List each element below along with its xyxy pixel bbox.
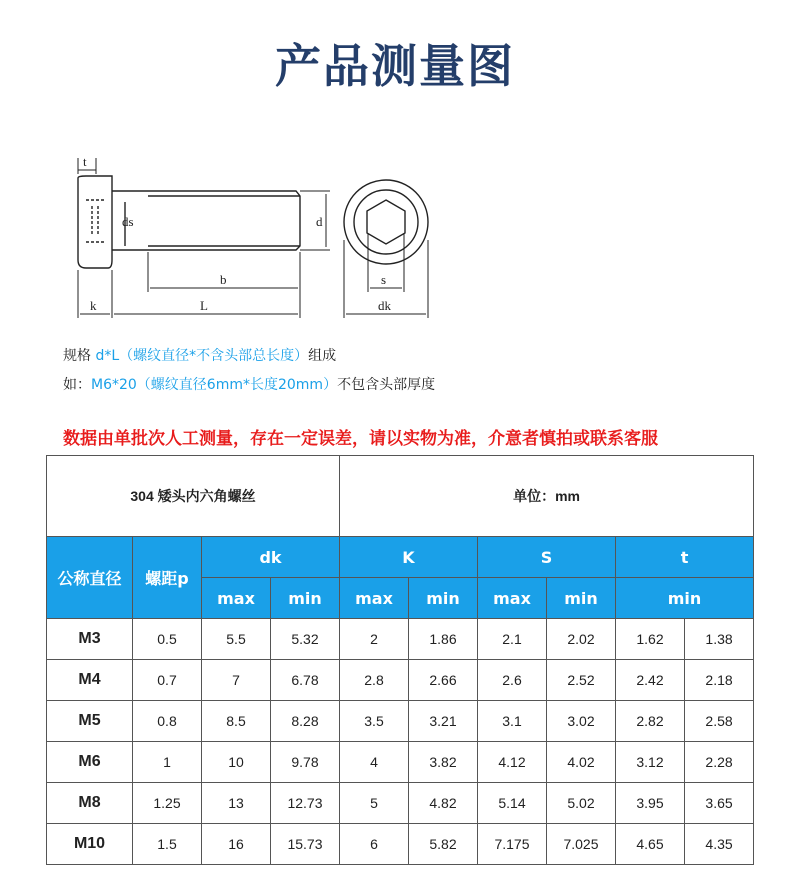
table-row <box>47 701 754 742</box>
table-cell: 8.28 <box>271 701 340 742</box>
screw-shank <box>112 191 300 250</box>
table-cell: 4 <box>340 742 409 783</box>
table-cell: 16 <box>202 824 271 865</box>
table-cell: 2.52 <box>547 660 616 701</box>
table-cell: 2.66 <box>409 660 478 701</box>
row-size: M6 <box>47 742 133 783</box>
s-max: max <box>478 578 547 619</box>
table-cell: 3.5 <box>340 701 409 742</box>
table-cell: 6.78 <box>271 660 340 701</box>
row-size: M10 <box>47 824 133 865</box>
screw-end-view <box>344 180 428 264</box>
table-cell: 12.73 <box>271 783 340 824</box>
table-cell: 2.02 <box>547 619 616 660</box>
group-t: t <box>616 537 754 578</box>
group-dk: dk <box>202 537 340 578</box>
table-cell: 2.82 <box>616 701 685 742</box>
table-cell: 2.18 <box>685 660 754 701</box>
table-cell: 3.95 <box>616 783 685 824</box>
table-row <box>47 619 754 660</box>
table-cell: 2.8 <box>340 660 409 701</box>
col-nominal-diameter: 公称直径 <box>47 537 133 619</box>
table-cell: 3.82 <box>409 742 478 783</box>
table-cell: 2.58 <box>685 701 754 742</box>
table-cell: 5.82 <box>409 824 478 865</box>
row-size: M5 <box>47 701 133 742</box>
table-cell: 10 <box>202 742 271 783</box>
table-cell: 4.12 <box>478 742 547 783</box>
table-body <box>47 619 754 865</box>
table-cell: 5 <box>340 783 409 824</box>
table-cell: 6 <box>340 824 409 865</box>
row-size: M3 <box>47 619 133 660</box>
label-ds: ds <box>122 214 134 229</box>
t-min: min <box>616 578 754 619</box>
label-dk: dk <box>378 298 391 313</box>
table-cell: 5.32 <box>271 619 340 660</box>
table-cell: 2.28 <box>685 742 754 783</box>
table-row <box>47 742 754 783</box>
table-cell: 5.5 <box>202 619 271 660</box>
table-cell: 5.14 <box>478 783 547 824</box>
table-cell: 7.025 <box>547 824 616 865</box>
table-cell: 7.175 <box>478 824 547 865</box>
table-cell: 1.25 <box>133 783 202 824</box>
table-cell: 5.02 <box>547 783 616 824</box>
table-cell: 1.38 <box>685 619 754 660</box>
table-cell: 2.6 <box>478 660 547 701</box>
label-t: t <box>83 154 87 169</box>
table-cell: 4.82 <box>409 783 478 824</box>
label-d: d <box>316 214 323 229</box>
spec-format-line: 规格 d*L（螺纹直径*不含头部总长度）组成 <box>63 348 337 364</box>
table-cell: 1.5 <box>133 824 202 865</box>
row-size: M8 <box>47 783 133 824</box>
measurement-notice: 数据由单批次人工测量，存在一定误差，请以实物为准，介意者慎拍或联系客服 <box>63 429 658 449</box>
k-min: min <box>409 578 478 619</box>
label-s: s <box>381 272 387 287</box>
table-cell: 3.21 <box>409 701 478 742</box>
table-cell: 9.78 <box>271 742 340 783</box>
table-cell: 1.62 <box>616 619 685 660</box>
table-cell: 2.42 <box>616 660 685 701</box>
table-cell: 3.12 <box>616 742 685 783</box>
table-cell: 15.73 <box>271 824 340 865</box>
table-cell: 4.65 <box>616 824 685 865</box>
table-cell: 7 <box>202 660 271 701</box>
screw-head <box>78 176 112 268</box>
table-cell: 3.1 <box>478 701 547 742</box>
dk-min: min <box>271 578 340 619</box>
page-title: 产品测量图 <box>275 39 515 93</box>
table-cell: 0.5 <box>133 619 202 660</box>
table-cell: 0.7 <box>133 660 202 701</box>
table-cell: 4.02 <box>547 742 616 783</box>
table-cell: 2 <box>340 619 409 660</box>
table-cell: 1.86 <box>409 619 478 660</box>
col-pitch: 螺距p <box>133 537 202 619</box>
spec-example-line: 如：M6*20（螺纹直径6mm*长度20mm）不包含头部厚度 <box>63 377 436 393</box>
table-cell: 2.1 <box>478 619 547 660</box>
table-cell: 3.02 <box>547 701 616 742</box>
table-cell: 4.35 <box>685 824 754 865</box>
table-row <box>47 783 754 824</box>
table-cell: 3.65 <box>685 783 754 824</box>
screw-dimension-diagram <box>60 150 460 330</box>
table-cell: 0.8 <box>133 701 202 742</box>
table-cell: 8.5 <box>202 701 271 742</box>
group-s: S <box>478 537 616 578</box>
dk-max: max <box>202 578 271 619</box>
dimension-table <box>46 455 754 865</box>
table-cell: 1 <box>133 742 202 783</box>
s-min: min <box>547 578 616 619</box>
row-size: M4 <box>47 660 133 701</box>
table-row <box>47 824 754 865</box>
k-max: max <box>340 578 409 619</box>
group-k: K <box>340 537 478 578</box>
unit-label: 单位：mm <box>340 456 754 537</box>
label-L: L <box>200 298 208 313</box>
label-b: b <box>220 272 227 287</box>
product-name: 304 矮头内六角螺丝 <box>47 456 340 537</box>
table-row <box>47 660 754 701</box>
table-cell: 13 <box>202 783 271 824</box>
label-k: k <box>90 298 97 313</box>
